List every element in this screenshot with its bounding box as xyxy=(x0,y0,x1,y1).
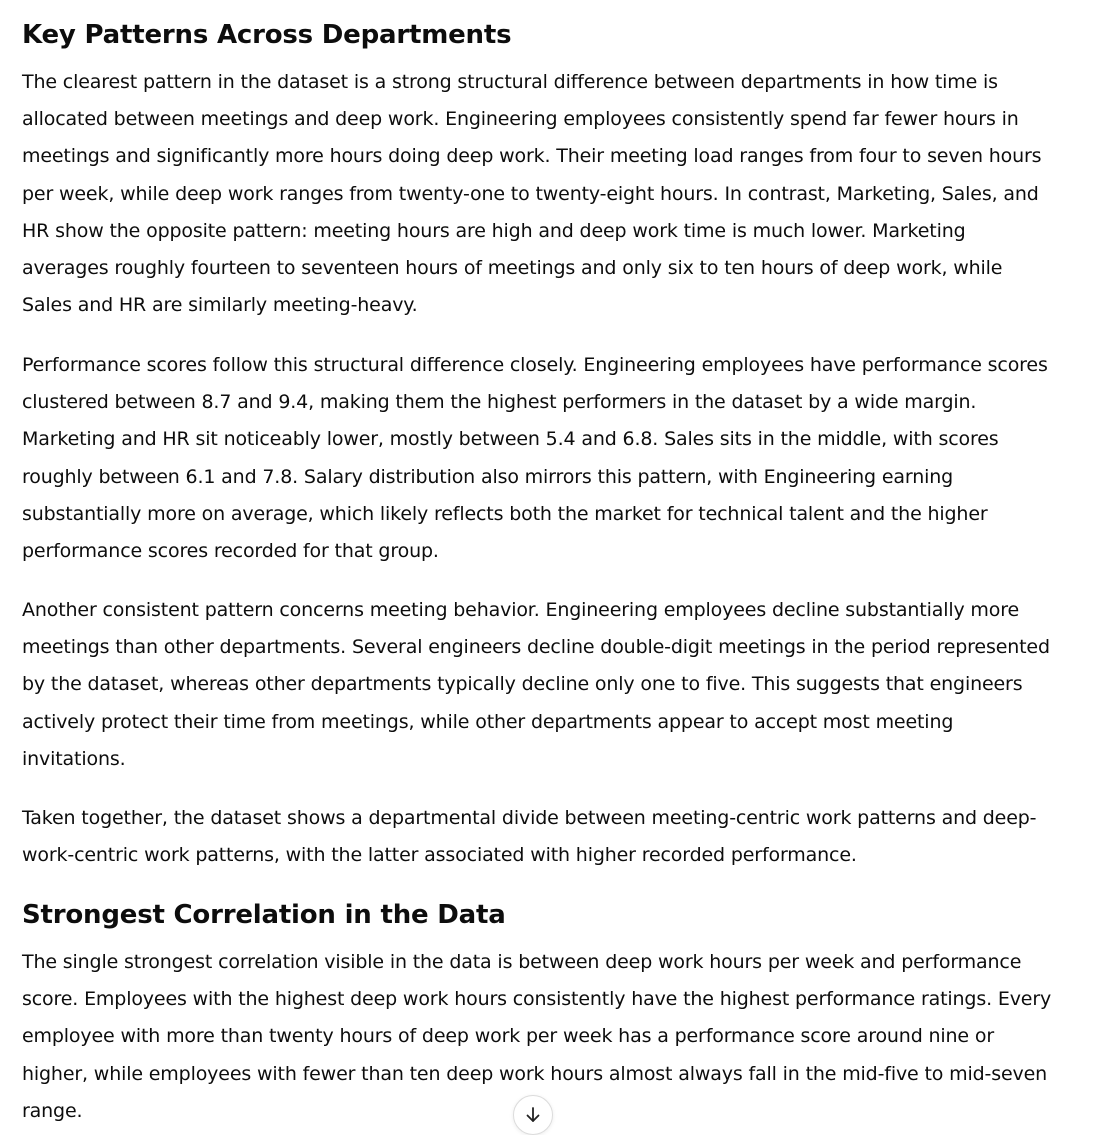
section-heading-strongest-correlation: Strongest Correlation in the Data xyxy=(22,900,506,930)
scroll-to-bottom-button[interactable] xyxy=(513,1095,553,1135)
paragraph-correlation: The single strongest correlation visible in the data is between deep work hours per week and performance score. Employees with the highest deep work hours consistently have the highest performance ratings. Every employee with more than twenty hours of deep work per week has a performance score around nine or higher, while employees with fewer than ten deep work hours almost always fall in the mid-five to mid-seven range. xyxy=(22,951,1052,1122)
arrow-down-icon xyxy=(523,1105,543,1125)
section-heading-key-patterns: Key Patterns Across Departments xyxy=(22,20,512,50)
paragraph-summary: Taken together, the dataset shows a departmental divide between meeting-centric work patterns and deep-work-centric work patterns, with the latter associated with higher recorded performance. xyxy=(22,807,1037,867)
paragraph-time-allocation: The clearest pattern in the dataset is a strong structural difference between departments in how time is allocated between meetings and deep work. Engineering employees consistently spend far fewer hours in meetings and significantly more hours doing deep work. Their meeting load ranges from four to seven hours per week, while deep work ranges from twenty-one to twenty-eight hours. In contrast, Marketing, Sales, and HR show the opposite pattern: meeting hours are high and deep work time is much lower. Marketing averages roughly fourteen to seventeen hours of meetings and only six to ten hours of deep work, while Sales and HR are similarly meeting-heavy. xyxy=(22,71,1042,317)
paragraph-performance-scores: Performance scores follow this structural difference closely. Engineering employees have performance scores clustered between 8.7 and 9.4, making them the highest performers in the dataset by a wide margin. Marketing and HR sit noticeably lower, mostly between 5.4 and 6.8. Sales sits in the middle, with scores roughly between 6.1 and 7.8. Salary distribution also mirrors this pattern, with Engineering earning substantially more on average, which likely reflects both the market for technical talent and the higher performance scores recorded for that group. xyxy=(22,354,1048,563)
paragraph-meeting-behavior: Another consistent pattern concerns meeting behavior. Engineering employees decline substantially more meetings than other departments. Several engineers decline double-digit meetings in the period represented by the dataset, whereas other departments typically decline only one to five. This suggests that engineers actively protect their time from meetings, while other departments appear to accept most meeting invitations. xyxy=(22,599,1050,770)
